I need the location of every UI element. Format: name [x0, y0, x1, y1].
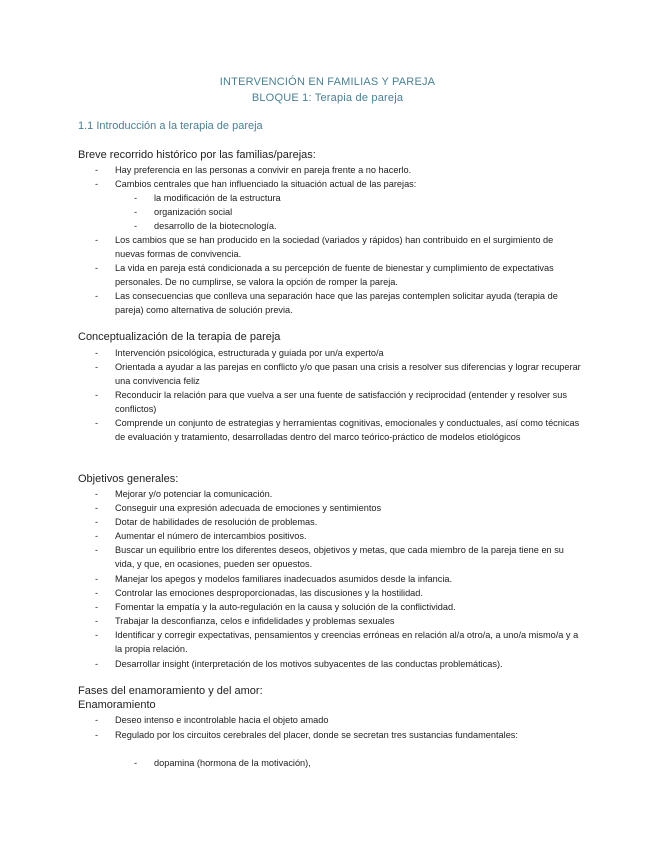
sub-list-item: - la modificación de la estructura: [134, 193, 281, 203]
list-item: - La vida en pareja está condicionada a su percepción de fuente de bienestar y cumplimiento de expectativas personales. De no cumplirse, se valora la opción de romper la pareja.: [95, 263, 554, 288]
list-item: - Aumentar el número de intercambios positivos.: [95, 531, 307, 541]
list-item: - Orientada a ayudar a las parejas en conflicto y/o que pasan una crisis a resolver sus diferencias y lograr recuperar una convivencia feliz: [95, 362, 581, 387]
list-item: - Dotar de habilidades de resolución de problemas.: [95, 517, 318, 527]
list-item: - Intervención psicológica, estructurada y guiada por un/a experto/a: [95, 348, 384, 358]
list-item: - Fomentar la empatía y la auto-regulación en la causa y solución de la conflictividad.: [95, 602, 456, 612]
list-item: - Comprende un conjunto de estrategias y herramientas cognitivas, emocionales y conductuales, así como técnicas de evaluación y tratamiento, desarrolladas dentro del marco teórico-práctico de modelos etiológicos: [95, 418, 580, 443]
block-heading-phases: Fases del enamoramiento y del amor:: [78, 685, 263, 697]
list-item: - Reconducir la relación para que vuelva a ser una fuente de satisfacción y reciprocidad (entender y resolver sus conflictos): [95, 390, 567, 415]
list-item: - Los cambios que se han producido en la sociedad (variados y rápidos) han contribuido en el surgimiento de nuevas formas de convivencia.: [95, 235, 554, 260]
sub-list-item: - organización social: [134, 207, 233, 217]
list-item: - Hay preferencia en las personas a convivir en pareja frente a no hacerlo.: [95, 165, 412, 175]
list-item: - Cambios centrales que han influenciado la situación actual de las parejas:: [95, 179, 417, 189]
block-heading-history: Breve recorrido histórico por las familias/parejas:: [78, 149, 316, 161]
sub-list-item: - dopamina (hormona de la motivación),: [134, 758, 311, 768]
list-item: - Mejorar y/o potenciar la comunicación.: [95, 489, 273, 499]
list-item: - Las consecuencias que conlleva una separación hace que las parejas contemplen solicitar ayuda (terapia de pareja) como alternativa de solución previa.: [95, 291, 558, 316]
list-item: - Deseo intenso e incontrolable hacia el objeto amado: [95, 715, 329, 725]
block-subheading-enamoramiento: Enamoramiento: [78, 699, 156, 711]
list-item: - Buscar un equilibrio entre los diferentes deseos, objetivos y metas, que cada miembro de la pareja tiene en su vida, y que, en ocasiones, pueden ser opuestos.: [95, 545, 564, 570]
list-item: - Conseguir una expresión adecuada de emociones y sentimientos: [95, 503, 382, 513]
document-subtitle: BLOQUE 1: Terapia de pareja: [251, 92, 404, 104]
list-item: - Regulado por los circuitos cerebrales del placer, donde se secretan tres sustancias fundamentales:: [95, 730, 518, 740]
document-title: INTERVENCIÓN EN FAMILIAS Y PAREJA: [219, 76, 436, 88]
list-item: - Desarrollar insight (interpretación de los motivos subyacentes de las conductas problemáticas).: [95, 659, 503, 669]
section-heading: 1.1 Introducción a la terapia de pareja: [78, 120, 263, 132]
list-item: - Trabajar la desconfianza, celos e infidelidades y problemas sexuales: [95, 616, 395, 626]
block-heading-concept: Conceptualización de la terapia de pareja: [78, 331, 281, 343]
list-item: - Identificar y corregir expectativas, pensamientos y creencias erróneas en relación al/a otro/a, a uno/a mismo/a y a la propia relación.: [95, 630, 579, 655]
list-item: - Controlar las emociones desproporcionadas, las discusiones y la hostilidad.: [95, 588, 423, 598]
block-heading-objectives: Objetivos generales:: [78, 473, 179, 485]
list-item: - Manejar los apegos y modelos familiares inadecuados asumidos desde la infancia.: [95, 574, 453, 584]
sub-list-item: - desarrollo de la biotecnología.: [134, 221, 277, 231]
